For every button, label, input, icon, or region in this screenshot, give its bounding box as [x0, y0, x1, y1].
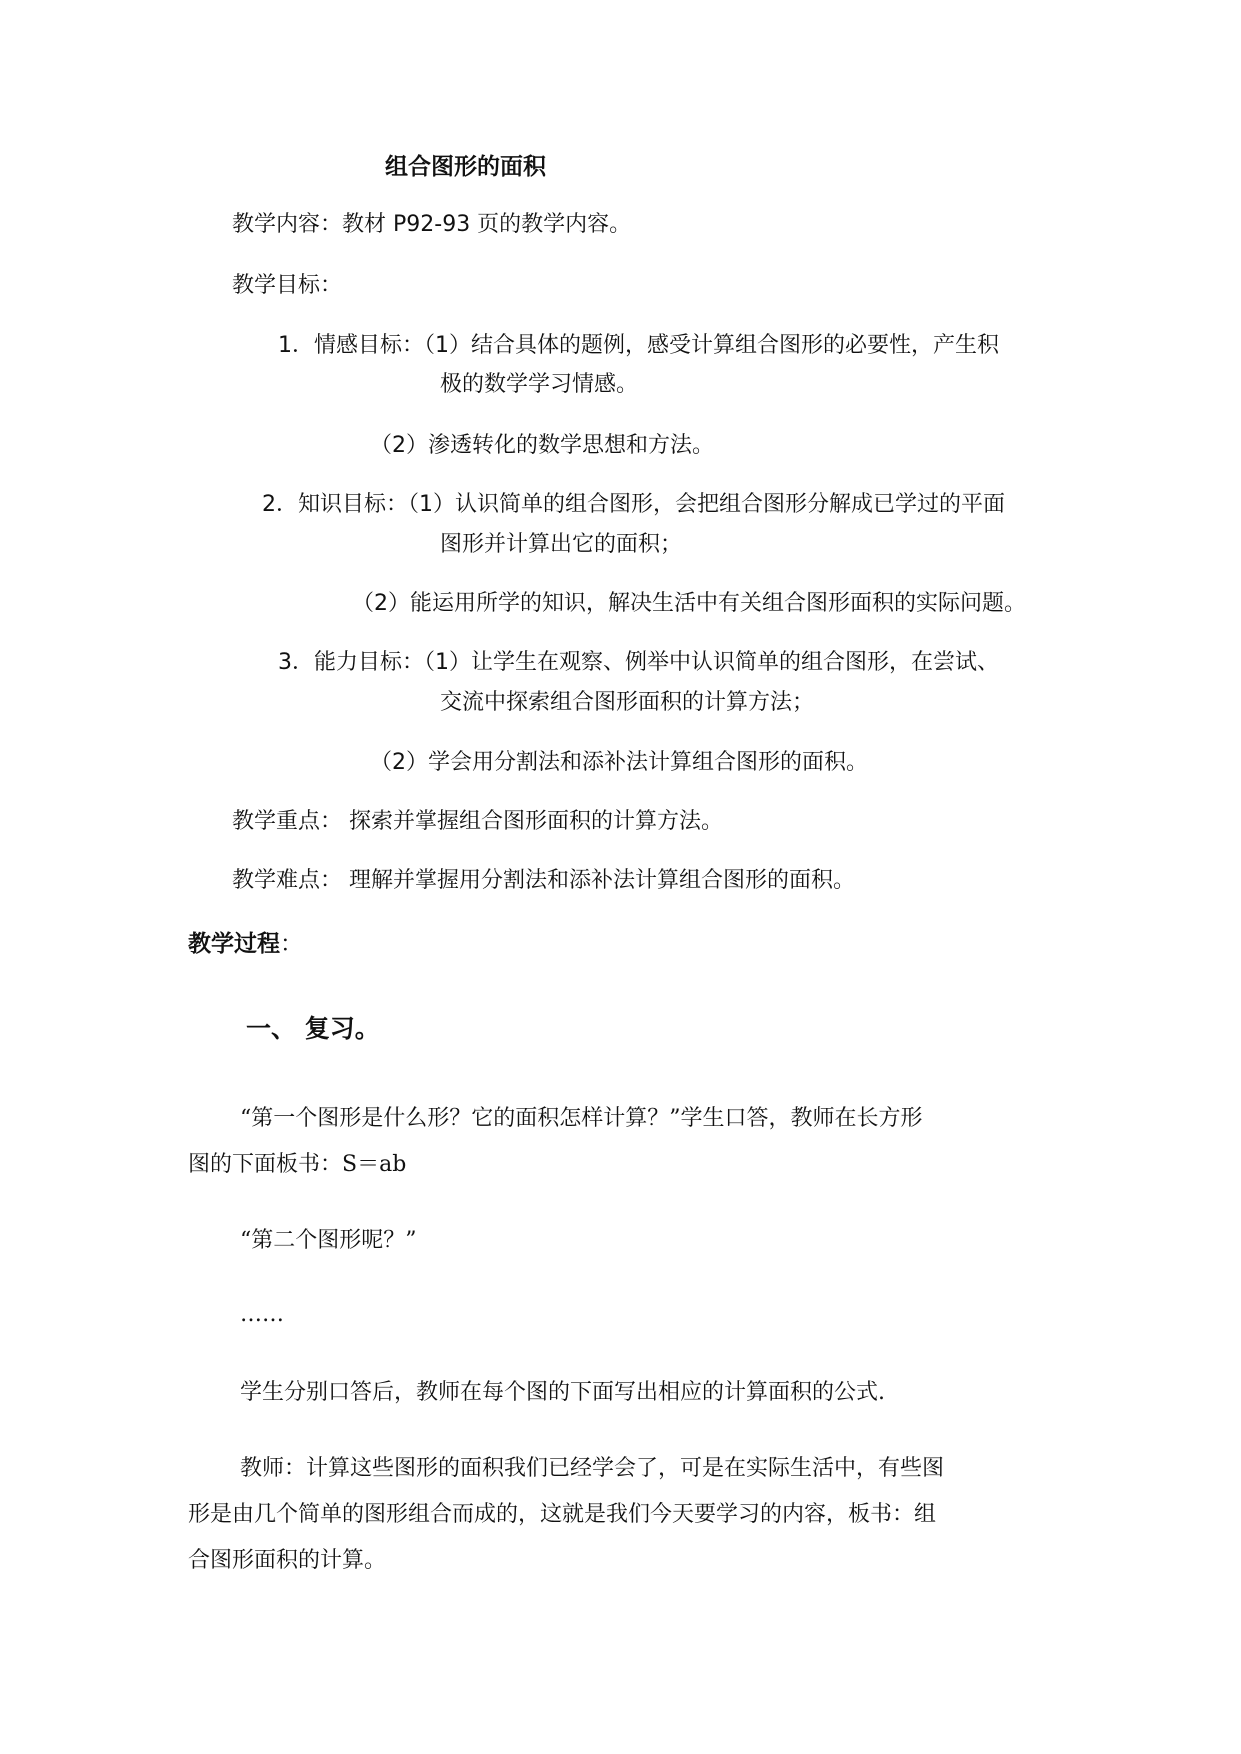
paragraph-1-line-2: 图的下面板书：S＝ab: [188, 1152, 407, 1177]
process-label: 教学过程: [188, 931, 280, 957]
paragraph-5-line-2: 形是由几个简单的图形组合而成的，这就是我们今天要学习的内容，板书：组: [188, 1502, 937, 1527]
objectives-label: 教学目标：: [232, 273, 343, 298]
objective-3-line-2: 交流中探索组合图形面积的计算方法；: [440, 690, 815, 715]
paragraph-5-line-1: 教师：计算这些图形的面积我们已经学会了，可是在实际生活中，有些图: [240, 1456, 945, 1481]
objective-3-line-3: （2）学会用分割法和添补法计算组合图形的面积。: [370, 750, 868, 775]
paragraph-2: “第二个图形呢？”: [240, 1228, 417, 1253]
paragraph-1-line-1: “第一个图形是什么形？它的面积怎样计算？”学生口答，教师在长方形: [240, 1106, 923, 1131]
document-title: 组合图形的面积: [385, 154, 546, 180]
paragraph-4: 学生分别口答后，教师在每个图的下面写出相应的计算面积的公式.: [240, 1380, 885, 1405]
objective-2-line-3: （2）能运用所学的知识，解决生活中有关组合图形面积的实际问题。: [352, 591, 1026, 616]
objective-2-line-2: 图形并计算出它的面积；: [440, 532, 683, 557]
objective-1-line-3: （2）渗透转化的数学思想和方法。: [370, 433, 714, 458]
paragraph-3-ellipsis: ……: [240, 1302, 284, 1327]
paragraph-5-line-3: 合图形面积的计算。: [188, 1548, 387, 1573]
difficulty-point: 教学难点： 理解并掌握用分割法和添补法计算组合图形的面积。: [232, 868, 855, 893]
process-heading: [188, 929, 303, 959]
objective-1-line-2: 极的数学学习情感。: [440, 372, 639, 397]
objective-3-line-1: 3．能力目标：（1）让学生在观察、例举中认识简单的组合图形，在尝试、: [278, 650, 999, 675]
key-point: 教学重点： 探索并掌握组合图形面积的计算方法。: [232, 809, 723, 834]
section-heading-review: 一、 复习。: [246, 1014, 380, 1043]
process-colon: ：: [280, 931, 303, 957]
teaching-content: 教学内容：教材 P92-93 页的教学内容。: [232, 212, 632, 237]
objective-1-line-1: 1．情感目标：（1）结合具体的题例，感受计算组合图形的必要性，产生积: [278, 333, 999, 358]
objective-2-line-1: 2．知识目标：（1）认识简单的组合图形，会把组合图形分解成已学过的平面: [262, 492, 1005, 517]
